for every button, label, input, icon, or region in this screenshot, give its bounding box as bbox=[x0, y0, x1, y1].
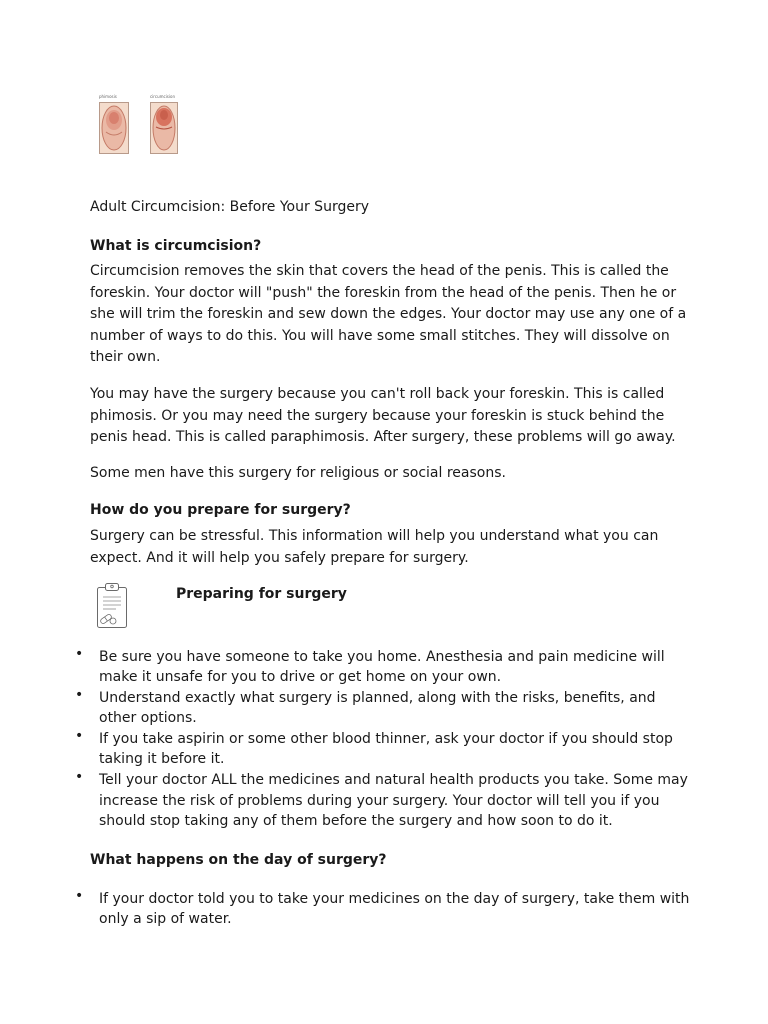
illustration-caption-left: phimosis bbox=[99, 94, 117, 99]
what-is-paragraph-2: You may have the surgery because you can't roll back your foreskin. This is called phimosis. Or you may need the surgery because your foreskin is stuck behind the penis head. This is called paraphimosis. After surgery, these problems will go away. bbox=[90, 386, 676, 445]
list-item bbox=[72, 688, 692, 729]
day-of-heading: What happens on the day of surgery? bbox=[90, 852, 387, 868]
what-is-paragraph-3: Some men have this surgery for religious or social reasons. bbox=[90, 465, 506, 481]
bullet-icon: • bbox=[75, 687, 84, 704]
circumcision-illustration bbox=[150, 94, 180, 154]
list-item bbox=[72, 770, 692, 831]
list-item-text: Tell your doctor ALL the medicines and natural health products you take. Some may increase the risk of problems during your surgery. Your doctor will tell you if you should stop taking any of them before the surgery and how soon to do it. bbox=[99, 772, 688, 829]
preparing-heading: Preparing for surgery bbox=[176, 586, 347, 602]
bullet-icon: • bbox=[75, 888, 84, 904]
prepare-heading: How do you prepare for surgery? bbox=[90, 502, 351, 518]
illustration-caption-right: circumcision bbox=[150, 94, 175, 99]
preparing-list bbox=[72, 647, 692, 832]
bullet-icon: • bbox=[75, 769, 84, 786]
list-item bbox=[72, 647, 692, 688]
list-item-text: Be sure you have someone to take you home. Anesthesia and pain medicine will make it unsafe for you to drive or get home on your own. bbox=[99, 649, 665, 686]
prepare-paragraph: Surgery can be stressful. This information will help you understand what you can expect. And it will help you safely prepare for surgery. bbox=[90, 528, 659, 566]
list-item bbox=[72, 729, 692, 770]
circumcision-image bbox=[150, 102, 178, 154]
list-item-text: If you take aspirin or some other blood thinner, ask your doctor if you should stop taking it before it. bbox=[99, 731, 673, 768]
document-title: Adult Circumcision: Before Your Surgery bbox=[90, 199, 369, 215]
bullet-icon: • bbox=[75, 646, 84, 662]
phimosis-illustration bbox=[99, 94, 129, 154]
phimosis-image bbox=[99, 102, 129, 154]
bullet-icon: • bbox=[75, 728, 84, 745]
what-is-paragraph-1: Circumcision removes the skin that covers the head of the penis. This is called the foreskin. Your doctor will "push" the foreskin from the head of the penis. Then he or she will trim the foreskin and sew down the edges. Your doctor may use any one of a number of ways to do this. You will have some small stitches. They will dissolve on their own. bbox=[90, 263, 687, 365]
list-item-text: If your doctor told you to take your medicines on the day of surgery, take them with only a sip of water. bbox=[99, 891, 690, 928]
list-item bbox=[72, 889, 692, 930]
what-is-heading: What is circumcision? bbox=[90, 238, 262, 254]
list-item-text: Understand exactly what surgery is planned, along with the risks, benefits, and other options. bbox=[99, 690, 656, 727]
clipboard-icon bbox=[94, 581, 130, 629]
day-of-list bbox=[72, 889, 692, 930]
